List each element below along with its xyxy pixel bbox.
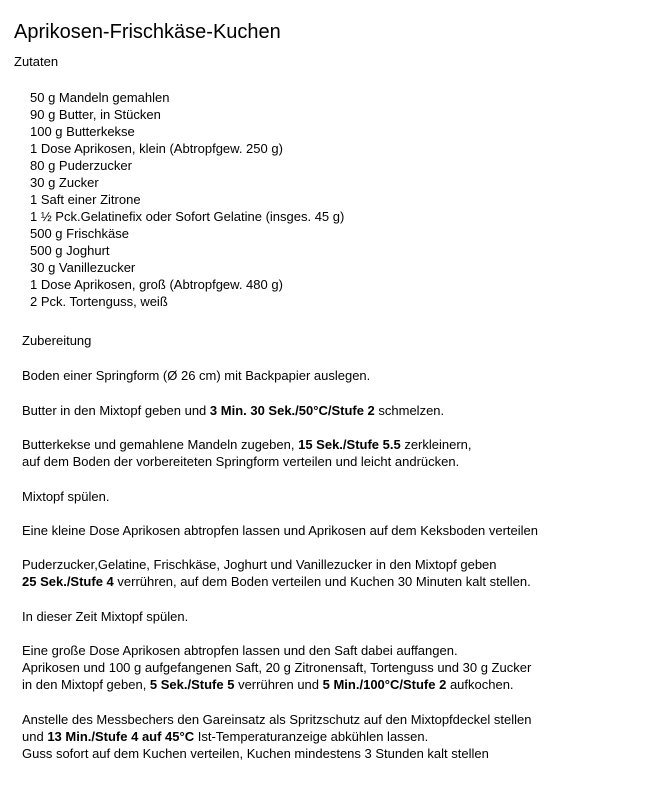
- ingredient-item: 1 ½ Pck.Gelatinefix oder Sofort Gelatine (insges. 45 g): [30, 209, 345, 224]
- step-text: in den Mixtopf geben,: [22, 677, 150, 692]
- step-line: auf dem Boden der vorbereiteten Springform verteilen und leicht andrücken.: [22, 454, 460, 469]
- step-3: [22, 436, 472, 470]
- ingredient-item: 30 g Zucker: [30, 175, 99, 190]
- step-setting: 25 Sek./Stufe 4: [22, 574, 114, 589]
- step-7: [22, 608, 188, 625]
- step-setting: 5 Sek./Stufe 5: [149, 677, 235, 692]
- step-line: [22, 728, 531, 745]
- ingredients-heading: Zutaten: [14, 54, 59, 69]
- step-line: Anstelle des Messbechers den Gareinsatz als Spritzschutz auf den Mixtopfdeckel stellen: [22, 712, 532, 727]
- ingredients-list: [30, 89, 344, 310]
- step-text: verrühren und: [234, 677, 323, 692]
- preparation-heading: Zubereitung: [22, 333, 92, 348]
- step-line: Eine kleine Dose Aprikosen abtropfen lassen und Aprikosen auf dem Keksboden verteilen: [22, 523, 538, 538]
- step-line: Aprikosen und 100 g aufgefangenen Saft, 20 g Zitronensaft, Tortenguss und 30 g Zucker: [22, 660, 532, 675]
- step-setting: 15 Sek./Stufe 5.5: [298, 437, 401, 452]
- step-2: [22, 402, 444, 419]
- step-line: [22, 402, 444, 419]
- step-setting: 3 Min. 30 Sek./50°C/Stufe 2: [209, 403, 375, 418]
- step-line: Guss sofort auf dem Kuchen verteilen, Kuchen mindestens 3 Stunden kalt stellen: [22, 746, 489, 761]
- page-title: Aprikosen-Frischkäse-Kuchen: [14, 21, 281, 43]
- ingredient-item: 500 g Frischkäse: [30, 226, 129, 241]
- step-8: [22, 642, 531, 693]
- step-text: und: [22, 729, 48, 744]
- ingredient-item: 1 Dose Aprikosen, groß (Abtropfgew. 480 g): [30, 277, 283, 292]
- step-1: [22, 367, 370, 384]
- step-text: aufkochen.: [446, 677, 514, 692]
- ingredient-item: 1 Saft einer Zitrone: [30, 192, 141, 207]
- ingredient-item: 100 g Butterkekse: [30, 124, 135, 139]
- ingredient-item: 50 g Mandeln gemahlen: [30, 90, 170, 105]
- step-text: verrühren, auf dem Boden verteilen und Kuchen 30 Minuten kalt stellen.: [113, 574, 531, 589]
- step-line: [22, 676, 531, 693]
- ingredient-item: 2 Pck. Tortenguss, weiß: [30, 294, 168, 309]
- step-line: Puderzucker,Gelatine, Frischkäse, Joghurt und Vanillezucker in den Mixtopf geben: [22, 557, 497, 572]
- ingredient-item: 500 g Joghurt: [30, 243, 110, 258]
- step-setting: 5 Min./100°C/Stufe 2: [322, 677, 447, 692]
- step-line: [22, 436, 472, 453]
- step-line: Mixtopf spülen.: [22, 489, 110, 504]
- step-line: Eine große Dose Aprikosen abtropfen lassen und den Saft dabei auffangen.: [22, 643, 458, 658]
- step-text: schmelzen.: [374, 403, 445, 418]
- step-5: [22, 522, 538, 539]
- step-9: [22, 711, 531, 762]
- step-line: In dieser Zeit Mixtopf spülen.: [22, 609, 189, 624]
- step-text: Butter in den Mixtopf geben und: [22, 403, 210, 418]
- step-line: Boden einer Springform (Ø 26 cm) mit Backpapier auslegen.: [22, 368, 371, 383]
- step-setting: 13 Min./Stufe 4 auf 45°C: [47, 729, 195, 744]
- ingredient-item: 80 g Puderzucker: [30, 158, 132, 173]
- ingredient-item: 30 g Vanillezucker: [30, 260, 136, 275]
- step-line: [22, 573, 531, 590]
- ingredient-item: 1 Dose Aprikosen, klein (Abtropfgew. 250 g): [30, 141, 283, 156]
- step-6: [22, 556, 531, 590]
- step-text: zerkleinern,: [400, 437, 472, 452]
- ingredient-item: 90 g Butter, in Stücken: [30, 107, 161, 122]
- step-text: Butterkekse und gemahlene Mandeln zugeben,: [22, 437, 299, 452]
- step-text: Ist-Temperaturanzeige abkühlen lassen.: [194, 729, 429, 744]
- step-4: [22, 488, 109, 505]
